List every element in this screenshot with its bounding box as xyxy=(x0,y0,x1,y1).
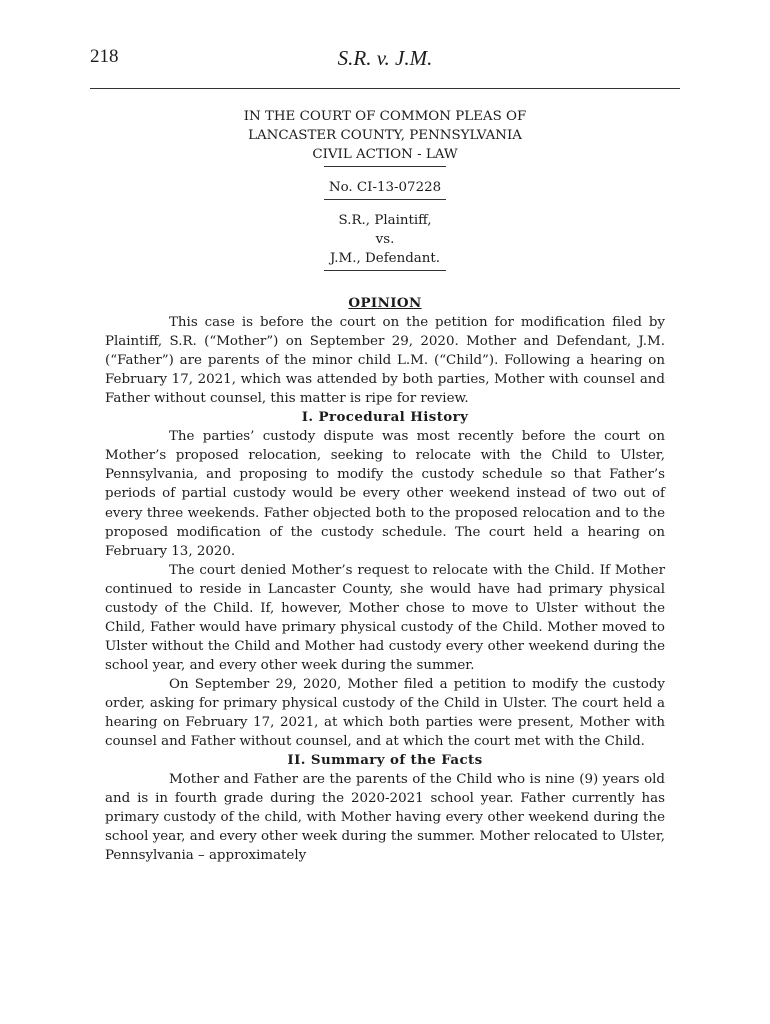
defendant-line: J.M., Defendant. xyxy=(329,251,441,266)
summary-of-facts-paragraph: Mother and Father are the parents of the Child who is nine (9) years old and is in fourth grade during the 2020-2021 school year. Father currently has primary custody of the child, with Mother having every other weekend during the school year, and every other week during the summer. Mother relocated to Ulster, Pennsylvania – approximately xyxy=(105,772,665,864)
caption-divider xyxy=(324,199,446,200)
plaintiff-line: S.R., Plaintiff, xyxy=(338,213,432,228)
opinion-body xyxy=(105,294,665,865)
page-number: 218 xyxy=(90,46,119,67)
procedural-history-paragraph: The parties’ custody dispute was most recently before the court on Mother’s proposed relocation, seeking to relocate with the Child to Ulster, Pennsylvania, and proposing to modify the custody schedule so that Father’s periods of partial custody would be every other weekend instead of two out of every three weekends. Father objected both to the proposed relocation and to the proposed modification of the custody schedule. The court held a hearing on February 13, 2020. xyxy=(105,429,665,559)
case-caption xyxy=(105,107,665,282)
caption-divider xyxy=(324,270,446,271)
court-name-line-2: LANCASTER COUNTY, PENNSYLVANIA xyxy=(248,128,522,143)
procedural-history-paragraph: The court denied Mother’s request to relocate with the Child. If Mother continued to reside in Lancaster County, she would have had primary physical custody of the Child. If, however, Mother chose to move to Ulster without the Child, Father would have primary physical custody of the Child. Mother moved to Ulster without the Child and Mother had custody every other weekend during the school year, and every other week during the summer. xyxy=(105,562,665,673)
running-header xyxy=(90,46,680,74)
docket-number: No. CI-13-07228 xyxy=(328,180,442,195)
running-case-name: S.R. v. J.M. xyxy=(337,46,433,70)
section-heading-summary-of-facts: II. Summary of the Facts xyxy=(287,752,483,769)
intro-paragraph: This case is before the court on the petition for modification filed by Plaintiff, S.R. (“Mother”) on September 29, 2020. Mother and Defendant, J.M. (“Father”) are parents of the minor child L.M. (“Child”). Following a hearing on February 17, 2021, which was attended by both parties, Mother with counsel and Father without counsel, this matter is ripe for review. xyxy=(105,315,665,407)
action-type: CIVIL ACTION - LAW xyxy=(312,147,458,162)
header-divider xyxy=(90,88,680,89)
versus-line: vs. xyxy=(375,232,395,247)
caption-divider xyxy=(324,166,446,167)
court-name-line-1: IN THE COURT OF COMMON PLEAS OF xyxy=(243,109,527,124)
section-heading-procedural-history: I. Procedural History xyxy=(301,409,469,426)
procedural-history-paragraph: On September 29, 2020, Mother filed a petition to modify the custody order, asking for primary physical custody of the Child in Ulster. The court held a hearing on February 17, 2021, at which both parties were present, Mother with counsel and Father without counsel, and at which the court met with the Child. xyxy=(105,676,665,750)
opinion-title: OPINION xyxy=(348,295,422,311)
